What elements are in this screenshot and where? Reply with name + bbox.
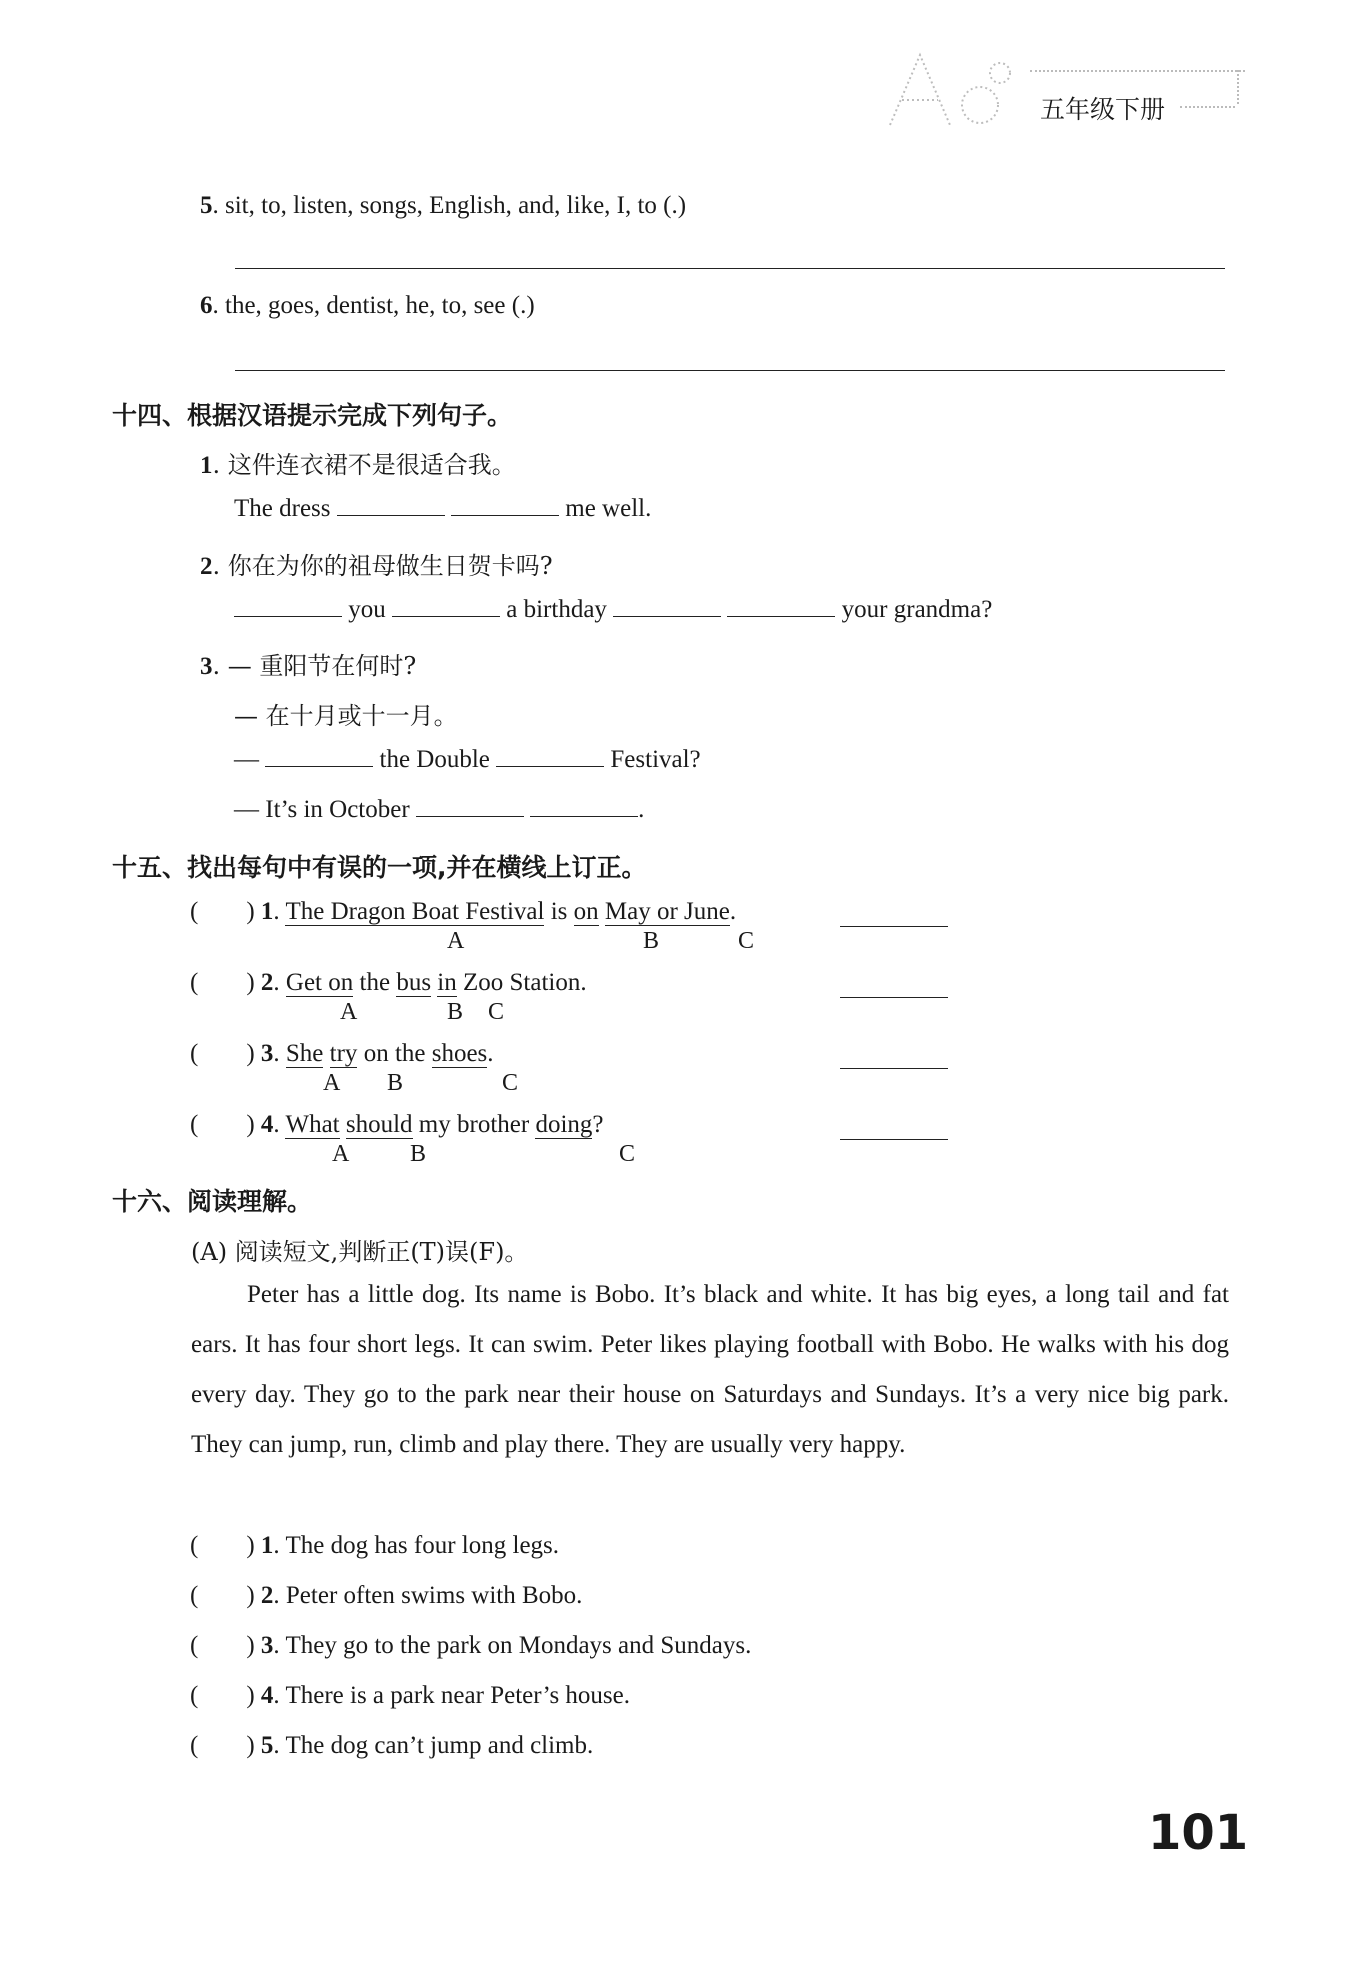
paren-close: ) <box>246 898 255 925</box>
paren-open: ( <box>190 1040 199 1067</box>
tf-item-1: ( ) 1. The dog has four long legs. <box>190 1532 560 1559</box>
blank[interactable] <box>530 798 638 817</box>
paren-close: ) <box>246 1682 255 1709</box>
option-b: B <box>643 928 660 954</box>
header-rule-low <box>1180 106 1235 108</box>
s14-item-1-prompt: 1. 这件连衣裙不是很适合我。 <box>200 451 516 479</box>
paren-close: ) <box>246 1582 255 1609</box>
paren-close: ) <box>246 1732 255 1759</box>
s16-subtitle: (A) 阅读短文,判断正(T)误(F)。 <box>191 1238 529 1266</box>
option-c: C <box>488 999 505 1025</box>
option-a: A <box>332 1141 350 1167</box>
paren-open: ( <box>190 898 199 925</box>
page-number: 101 <box>1148 1805 1249 1861</box>
correction-line-4[interactable] <box>840 1139 948 1140</box>
answer-line-6[interactable] <box>235 370 1225 371</box>
option-a: A <box>447 928 465 954</box>
paren-close: ) <box>246 1111 255 1138</box>
s14-item-3-sentence-1: — the Double Festival? <box>234 746 701 773</box>
s14-item-3-prompt-2: — 在十月或十一月。 <box>234 702 458 730</box>
s15-item-3: ( ) 3. She try on the shoes. <box>190 1040 494 1067</box>
blank[interactable] <box>337 497 445 516</box>
tf-item-3: ( ) 3. They go to the park on Mondays and Sundays. <box>190 1632 752 1659</box>
blank[interactable] <box>234 598 342 617</box>
option-b: B <box>410 1141 427 1167</box>
tf-item-4: ( ) 4. There is a park near Peter’s house. <box>190 1682 630 1709</box>
paren-close: ) <box>246 1632 255 1659</box>
book-logo <box>880 45 1030 135</box>
s15-item-2: ( ) 2. Get on the bus in Zoo Station. <box>190 969 587 996</box>
blank[interactable] <box>451 497 559 516</box>
paren-close: ) <box>246 1532 255 1559</box>
blank[interactable] <box>392 598 500 617</box>
paren-open: ( <box>190 1532 199 1559</box>
option-c: C <box>502 1070 519 1096</box>
section-14-title: 十四、根据汉语提示完成下列句子。 <box>112 401 513 430</box>
blank[interactable] <box>727 598 835 617</box>
reading-passage: Peter has a little dog. Its name is Bobo. It’s black and white. It has big eyes, a long tail and fat ears. It has four short legs. It can swim. Peter likes playing football with Bobo. He walks with his dog every day. They go to the park near their house on Saturdays and Sundays. It’s a very nice big park. They can jump, run, climb and play there. They are usually very happy. <box>191 1281 1229 1458</box>
tf-item-5: ( ) 5. The dog can’t jump and climb. <box>190 1732 594 1759</box>
blank[interactable] <box>613 598 721 617</box>
s14-item-3-prompt: 3. — 重阳节在何时? <box>200 652 417 680</box>
header-rule-end <box>1237 70 1239 104</box>
question-5: 5. sit, to, listen, songs, English, and, like, I, to (.) <box>200 192 687 219</box>
header-rule <box>1030 70 1245 72</box>
paren-open: ( <box>190 1682 199 1709</box>
s15-item-1: ( ) 1. The Dragon Boat Festival is on May or June. <box>190 898 737 925</box>
paren-open: ( <box>190 969 199 996</box>
option-b: B <box>447 999 464 1025</box>
paren-open: ( <box>190 1582 199 1609</box>
correction-line-3[interactable] <box>840 1068 948 1069</box>
correction-line-1[interactable] <box>840 926 948 927</box>
option-c: C <box>619 1141 636 1167</box>
grade-label: 五年级下册 <box>1040 95 1166 124</box>
option-c: C <box>738 928 755 954</box>
question-6: 6. the, goes, dentist, he, to, see (.) <box>200 292 535 319</box>
option-a: A <box>323 1070 341 1096</box>
tf-item-2: ( ) 2. Peter often swims with Bobo. <box>190 1582 583 1609</box>
blank[interactable] <box>416 798 524 817</box>
paren-open: ( <box>190 1732 199 1759</box>
paren-close: ) <box>246 969 255 996</box>
s14-item-1-sentence: The dress me well. <box>234 495 652 522</box>
answer-line-5[interactable] <box>235 268 1225 269</box>
section-16-title: 十六、阅读理解。 <box>112 1187 313 1216</box>
s14-item-2-prompt: 2. 你在为你的祖母做生日贺卡吗? <box>200 552 553 580</box>
s14-item-2-sentence: you a birthday your grandma? <box>234 596 992 624</box>
paren-open: ( <box>190 1632 199 1659</box>
paren-close: ) <box>246 1040 255 1067</box>
option-b: B <box>387 1070 404 1096</box>
correction-line-2[interactable] <box>840 997 948 998</box>
option-a: A <box>340 999 358 1025</box>
s14-item-3-sentence-2: — It’s in October . <box>234 796 645 823</box>
paren-open: ( <box>190 1111 199 1138</box>
s15-item-4: ( ) 4. What should my brother doing? <box>190 1111 604 1138</box>
blank[interactable] <box>496 748 604 767</box>
blank[interactable] <box>265 748 373 767</box>
section-15-title: 十五、找出每句中有误的一项,并在横线上订正。 <box>112 853 647 882</box>
